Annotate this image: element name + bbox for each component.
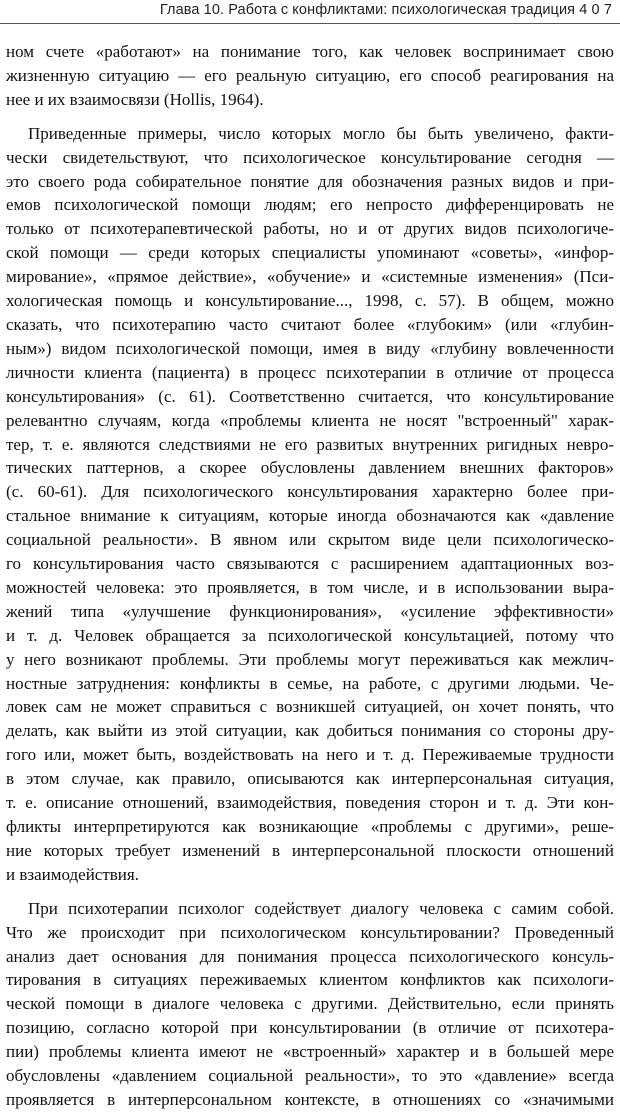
text-line: ловек сам не может справиться с возникшей ситуацией, он хочет понять, что [6, 697, 614, 717]
text-line: это своего рода собирательное понятие для обозначения разных видов и при- [6, 171, 614, 191]
text-line: емов психологической помощи людям; его непросто дифференцировать не [6, 195, 614, 215]
text-line: ние которых требует изменений в интерперсональной плоскости отношений [6, 840, 614, 860]
text-line: хологическая помощь и консультирование..., 1998, с. 57). В общем, можно [6, 291, 614, 311]
text-line: жизненную ситуацию — его реальную ситуацию, его способ реагирования на [6, 65, 614, 85]
text-line: (с. 60-61). Для психологического консультирования характерно более при- [6, 482, 614, 502]
text-line: делать, как выйти из этой ситуации, как добиться понимания со стороны дру- [6, 721, 614, 741]
body-text [6, 40, 614, 1112]
text-line: только от психотерапевтической работы, но и от других видов психологиче- [6, 219, 614, 239]
text-line: ческой помощи в диалоге человека с другими. Действительно, если принять [6, 994, 614, 1014]
paragraph [6, 897, 614, 1112]
text-line: анализ дает основания для понимания процесса психологического консуль- [6, 946, 614, 966]
text-line: ном счете «работают» на понимание того, как человек воспринимает свою [6, 42, 614, 61]
text-line: стальное внимание к ситуациям, которые иногда обозначаются как «давление [6, 506, 614, 526]
text-line: Что же происходит при психологическом консультировании? Проведенный [6, 922, 614, 942]
text-line: у него возникают проблемы. Эти проблемы могут переживаться как межлич- [6, 649, 614, 669]
paragraph [6, 40, 614, 112]
text-line: При психотерапии психолог содействует диалогу человека с самим собой. [28, 898, 614, 918]
running-title: Глава 10. Работа с конфликтами: психологическая традиция [159, 2, 576, 18]
text-line: релевантно случаям, когда «проблемы клиента не носят "встроенный" харак- [6, 410, 614, 430]
text-line: позицию, согласно которой при консультировании (в отличие от психотера- [6, 1018, 614, 1038]
text-line: нее и их взаимосвязи (Hollis, 1964). [6, 89, 264, 109]
text-line: гого или, может быть, воздействовать на него и т. д. Переживаемые трудности [6, 745, 614, 765]
text-line: ской помощи — среди которых специалисты упоминают «советы», «инфор- [6, 243, 614, 263]
text-line: консультирования» (с. 61). Соответственно считается, что консультирование [6, 386, 614, 406]
text-line: тирования в ситуациях переживаемых клиентом конфликтов как психологи- [6, 970, 614, 990]
text-line: пии) проблемы клиента имеют не «встроенный» характер и в большей мере [6, 1042, 614, 1062]
text-line: фликты интерпретируются как возникающие «проблемы с другими», реше- [6, 817, 614, 836]
running-head [160, 2, 612, 18]
text-line: тер, т. е. являются следствиями не его развитых внутренних ригидных невро- [6, 434, 614, 454]
text-line: чески свидетельствуют, что психологическое консультирование сегодня — [6, 147, 614, 167]
text-line: социальной реальности». В явном или скрытом виде цели психологическо- [6, 530, 614, 550]
text-line: и т. д. Человек обращается за психологической консультацией, потому что [6, 625, 614, 645]
text-line: ностные затруднения: конфликты в семье, на работе, с другими людьми. Че- [6, 673, 614, 693]
text-line: т. е. описание отношений, взаимодействия, поведения сторон и т. д. Эти кон- [6, 793, 614, 813]
text-line: ным») видом психологической помощи, имея в виду «глубину вовлеченности [6, 338, 614, 358]
text-line: личности клиента (пациента) в процесс психотерапии в отличие от процесса [6, 362, 614, 382]
text-line: в этом случае, как правило, описываются как интерперсональная ситуация, [6, 769, 614, 789]
text-line: и взаимодействия. [6, 864, 139, 884]
text-line: сказать, что психотерапию часто считают более «глубоким» (или «глубин- [6, 314, 614, 334]
text-line: жений типа «улучшение функционирования», «усиление эффективности» [6, 601, 614, 621]
text-line: тических паттернов, а скорее обусловлены давлением внешних факторов» [6, 458, 614, 478]
paragraph [6, 122, 614, 887]
text-line: го консультирования часто связываются с расширением адаптационных воз- [6, 554, 614, 574]
header-rule [0, 23, 620, 24]
page-number: 4 0 7 [579, 2, 612, 18]
text-line: обусловлены «давлением социальной реальности», то это «давление» всегда [6, 1066, 614, 1086]
text-line: проявляется в интерперсональном контексте, в отношениях со «значимыми [6, 1089, 614, 1109]
text-line: можностей человека: это проявляется, в том числе, и в использовании выра- [6, 577, 614, 597]
text-line: Приведенные примеры, число которых могло бы быть увеличено, факти- [28, 123, 614, 143]
text-line: мирование», «прямое действие», «обучение» и «системные изменения» (Пси- [6, 267, 614, 287]
